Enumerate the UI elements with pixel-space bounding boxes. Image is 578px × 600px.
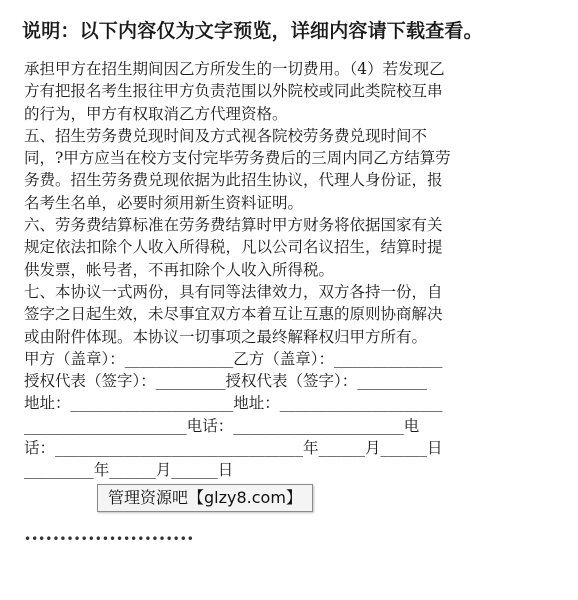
signature-line-date-2: _________年______月______日 — [24, 461, 234, 480]
document-body — [24, 58, 554, 482]
text-line: 方有把报名考生报往甲方负责范围以外院校或同此类院校互串 — [24, 82, 443, 101]
text-line: 签字之日起生效，未尽事宜双方本着互让互惠的原则协商解决 — [24, 305, 443, 324]
text-line: 或由附件体现。本协议一切事项之最终解释权归甲方所有。 — [24, 327, 428, 346]
text-line: 务费。招生劳务费兑现依据为此招生协议，代理人身份证，报 — [24, 171, 443, 190]
text-line: 五、招生劳务费兑现时间及方式视各院校劳务费兑现时间不 — [24, 126, 428, 145]
text-line: 七、本协议一式两份，具有同等法律效力，双方各持一份，自 — [24, 282, 443, 301]
signature-line-party-a-b: 甲方（盖章）：______________乙方（盖章）：______________ — [24, 349, 443, 368]
signature-line-phone: _____________________电话：______________________电 — [24, 416, 420, 435]
text-line: 的行为，甲方有权取消乙方代理资格。 — [24, 104, 288, 123]
text-line: 六、劳务费结算标准在劳务费结算时甲方财务将依据国家有关 — [24, 216, 443, 235]
text-line: 规定依法扣除个人收入所得税，凡以公司名议招生，结算时提 — [24, 238, 443, 257]
signature-line-address: 地址：_____________________地址：_____________________ — [24, 394, 443, 413]
dotted-separator: •••••••••••••••••••••••• — [24, 532, 194, 546]
signature-line-representative: 授权代表（签字）：_________授权代表（签字）：_________ — [24, 372, 428, 391]
text-line: 同，?甲方应当在校方支付完毕劳务费后的三周内同乙方结算劳 — [24, 149, 451, 168]
text-line: 名考生名单，必要时须用新生资料证明。 — [24, 193, 304, 212]
text-line: 承担甲方在招生期间因乙方所发生的一切费用。（4）若发现乙 — [24, 60, 445, 78]
preview-notice: 说明：以下内容仅为文字预览，详细内容请下载查看。 — [22, 20, 483, 42]
watermark-badge: 管理资源吧【glzy8.com】 — [97, 484, 313, 512]
signature-line-date: 话：________________________________年______月______日 — [24, 439, 443, 458]
text-line: 供发票，帐号者，不再扣除个人收入所得税。 — [24, 260, 335, 279]
